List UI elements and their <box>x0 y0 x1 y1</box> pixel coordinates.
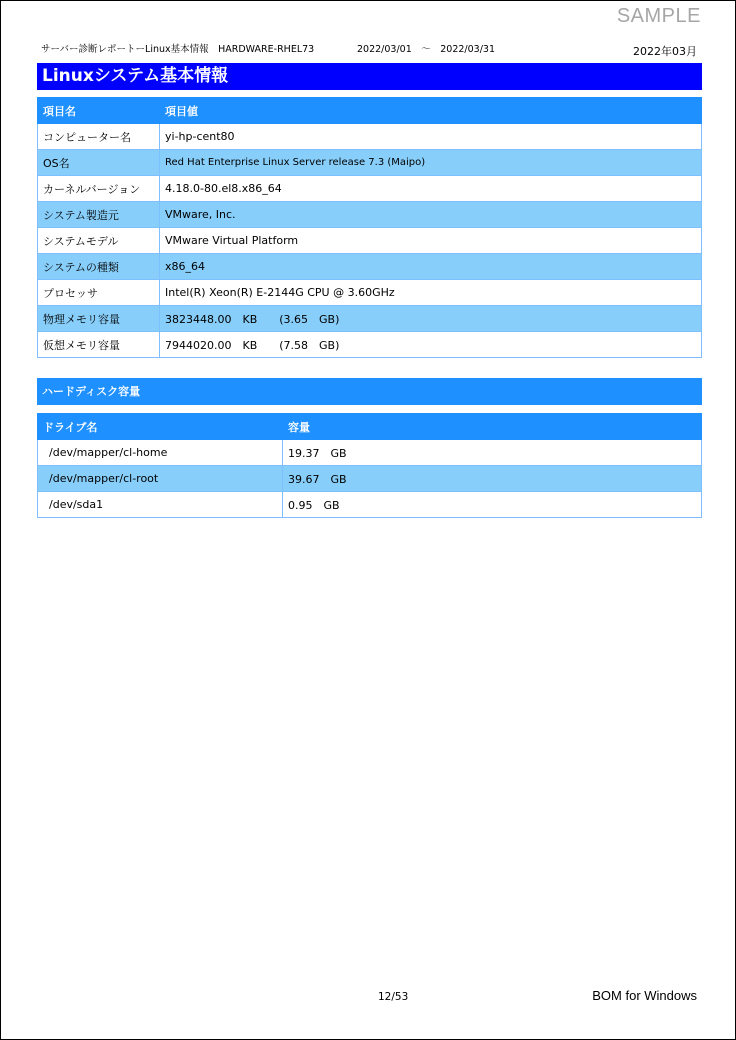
page-number: 12/53 <box>378 991 409 1003</box>
drive-capacity: 0.95 GB <box>283 492 702 518</box>
item-value: 3823448.00 KB (3.65 GB) <box>160 306 702 332</box>
table-row <box>38 306 702 332</box>
table-row <box>38 176 702 202</box>
item-name: システム製造元 <box>38 202 160 228</box>
item-name: OS名 <box>38 150 160 176</box>
item-value: x86_64 <box>160 254 702 280</box>
table-row <box>38 124 702 150</box>
column-header-capacity: 容量 <box>283 414 702 440</box>
table-row <box>38 254 702 280</box>
table-row <box>38 202 702 228</box>
table-row <box>38 332 702 358</box>
drive-name: /dev/mapper/cl-home <box>38 440 283 466</box>
table-row <box>38 280 702 306</box>
disk-section-title: ハードディスク容量 <box>37 378 702 405</box>
table-row <box>38 440 702 466</box>
item-name: コンピューター名 <box>38 124 160 150</box>
report-period: 2022/03/01 ～ 2022/03/31 <box>357 44 496 55</box>
drive-capacity: 19.37 GB <box>283 440 702 466</box>
table-header-row <box>38 414 702 440</box>
item-name: カーネルバージョン <box>38 176 160 202</box>
item-value: Red Hat Enterprise Linux Server release 7.3 (Maipo) <box>160 150 702 176</box>
item-name: システムの種類 <box>38 254 160 280</box>
item-value: 7944020.00 KB (7.58 GB) <box>160 332 702 358</box>
watermark: SAMPLE <box>616 5 701 27</box>
drive-capacity: 39.67 GB <box>283 466 702 492</box>
item-name: システムモデル <box>38 228 160 254</box>
report-month: 2022年03月 <box>633 45 697 58</box>
table-row <box>38 228 702 254</box>
item-name: 物理メモリ容量 <box>38 306 160 332</box>
table-header-row <box>38 98 702 124</box>
drive-name: /dev/mapper/cl-root <box>38 466 283 492</box>
item-value: yi-hp-cent80 <box>160 124 702 150</box>
disk-capacity-table <box>37 413 702 518</box>
item-value: VMware, Inc. <box>160 202 702 228</box>
report-header-title: サーバー診断レポートーLinux基本情報 HARDWARE-RHEL73 <box>41 44 315 55</box>
item-value: Intel(R) Xeon(R) E-2144G CPU @ 3.60GHz <box>160 280 702 306</box>
table-row <box>38 492 702 518</box>
section-title: Linuxシステム基本情報 <box>37 63 702 90</box>
table-row <box>38 150 702 176</box>
item-value: VMware Virtual Platform <box>160 228 702 254</box>
footer-brand: BOM for Windows <box>592 988 697 1003</box>
item-name: 仮想メモリ容量 <box>38 332 160 358</box>
item-name: プロセッサ <box>38 280 160 306</box>
system-info-table <box>37 97 702 358</box>
table-row <box>38 466 702 492</box>
column-header-drive: ドライブ名 <box>38 414 283 440</box>
item-value: 4.18.0-80.el8.x86_64 <box>160 176 702 202</box>
column-header-item-name: 項目名 <box>38 98 160 124</box>
column-header-item-value: 項目値 <box>160 98 702 124</box>
drive-name: /dev/sda1 <box>38 492 283 518</box>
